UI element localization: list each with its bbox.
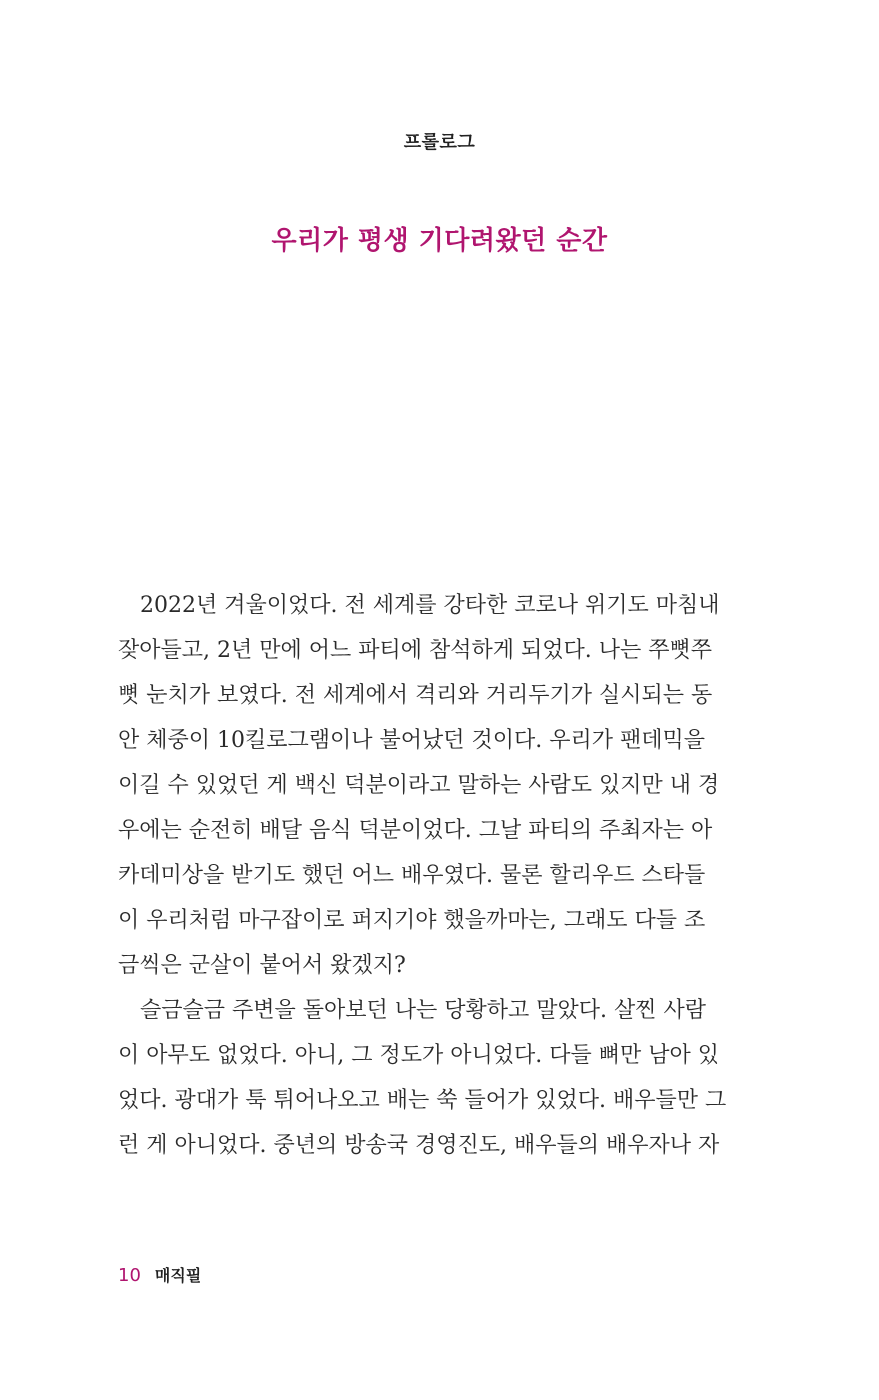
paragraph xyxy=(118,988,726,1168)
text-line: 이 아무도 없었다. 아니, 그 정도가 아니었다. 다들 뼈만 남아 있 xyxy=(118,1043,719,1068)
book-title: 매직필 xyxy=(154,1266,202,1285)
chapter-title: 우리가 평생 기다려왔던 순간 xyxy=(271,226,608,256)
text-line: 금씩은 군살이 붙어서 왔겠지? xyxy=(118,953,406,978)
text-line: 카데미상을 받기도 했던 어느 배우였다. 물론 할리우드 스타들 xyxy=(118,863,706,888)
text-line: 2022년 겨울이었다. 전 세계를 강타한 코로나 위기도 마침내 xyxy=(118,593,720,618)
text-line: 이길 수 있었던 게 백신 덕분이라고 말하는 사람도 있지만 내 경 xyxy=(118,773,720,798)
text-line: 뼛 눈치가 보였다. 전 세계에서 격리와 거리두기가 실시되는 동 xyxy=(118,683,713,708)
text-line: 이 우리처럼 마구잡이로 퍼지기야 했을까마는, 그래도 다들 조 xyxy=(118,908,706,933)
section-label: 프롤로그 xyxy=(403,132,476,153)
text-line: 었다. 광대가 툭 튀어나오고 배는 쑥 들어가 있었다. 배우들만 그 xyxy=(118,1088,726,1113)
text-line: 안 체중이 10킬로그램이나 불어났던 것이다. 우리가 팬데믹을 xyxy=(118,728,705,753)
page-number: 10 xyxy=(118,1265,141,1286)
text-line: 잦아들고, 2년 만에 어느 파티에 참석하게 되었다. 나는 쭈뼛쭈 xyxy=(118,638,712,663)
text-line: 우에는 순전히 배달 음식 덕분이었다. 그날 파티의 주최자는 아 xyxy=(118,818,713,843)
text-line: 슬금슬금 주변을 돌아보던 나는 당황하고 말았다. 살찐 사람 xyxy=(118,998,706,1023)
page-footer xyxy=(118,1264,201,1288)
paragraph xyxy=(118,583,726,988)
body-text xyxy=(118,583,726,1168)
text-line: 런 게 아니었다. 중년의 방송국 경영진도, 배우들의 배우자나 자 xyxy=(118,1133,720,1158)
